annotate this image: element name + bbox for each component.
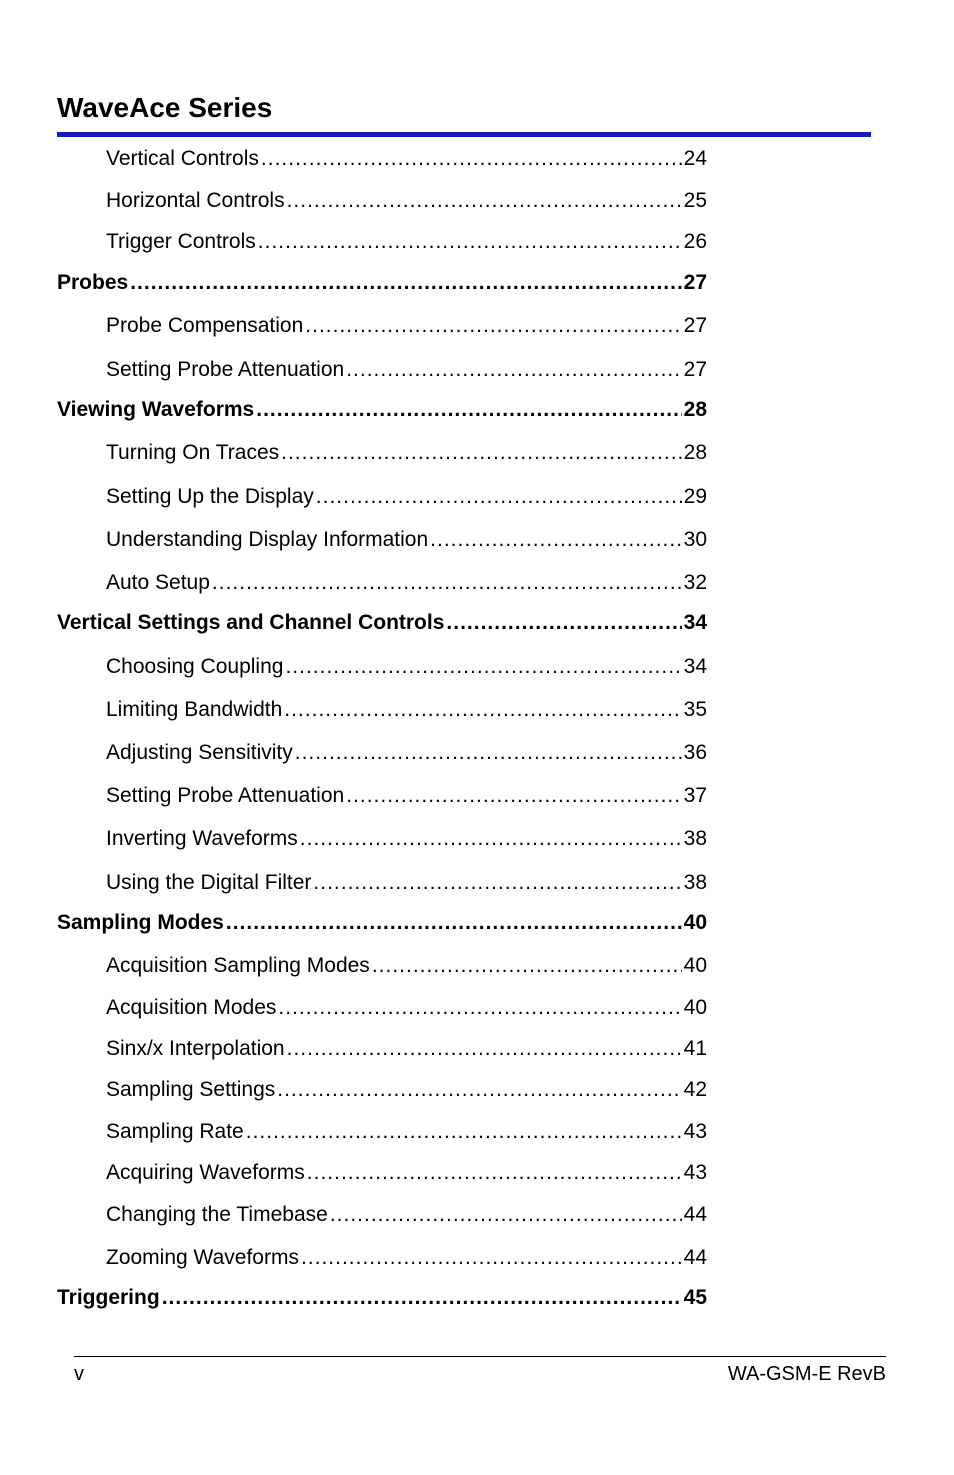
toc-entry-page-number: 44 [683,1203,707,1226]
toc-section-entry[interactable] [106,1116,707,1148]
toc-entry-label: Limiting Bandwidth [106,698,283,721]
toc-entry-page-number: 36 [683,741,707,764]
toc-dot-leader [246,1116,682,1148]
toc-dot-leader [284,694,681,726]
toc-dot-leader [313,867,681,899]
toc-entry-label: Changing the Timebase [106,1203,328,1226]
toc-dot-leader [330,1199,682,1231]
toc-dot-leader [307,1157,682,1189]
toc-entry-page-number: 41 [683,1037,707,1060]
toc-entry-page-number: 34 [683,655,707,678]
toc-entry-page-number: 28 [683,398,707,421]
toc-section-entry[interactable] [106,1199,707,1231]
toc-chapter-entry[interactable] [57,394,707,426]
toc-section-entry[interactable] [106,1242,707,1274]
toc-dot-leader [346,780,681,812]
toc-entry-label: Using the Digital Filter [106,871,312,894]
toc-dot-leader [372,950,682,982]
toc-dot-leader [277,1074,681,1106]
toc-dot-leader [130,267,681,299]
toc-section-entry[interactable] [106,651,707,683]
toc-section-entry[interactable] [106,950,707,982]
toc-section-entry[interactable] [106,1074,707,1106]
toc-dot-leader [301,1242,682,1274]
toc-entry-page-number: 30 [683,528,707,551]
toc-section-entry[interactable] [106,226,707,258]
toc-dot-leader [305,310,681,342]
toc-section-entry[interactable] [106,524,707,556]
toc-entry-page-number: 29 [683,485,707,508]
toc-section-entry[interactable] [106,1033,707,1065]
toc-dot-leader [281,437,682,469]
toc-section-entry[interactable] [106,867,707,899]
toc-dot-leader [258,226,682,258]
toc-entry-label: Auto Setup [106,571,210,594]
toc-entry-label: Inverting Waveforms [106,827,298,850]
toc-dot-leader [346,354,681,386]
toc-dot-leader [256,394,681,426]
toc-entry-page-number: 27 [683,271,707,294]
toc-entry-label: Triggering [57,1286,160,1309]
toc-entry-page-number: 43 [683,1120,707,1143]
toc-dot-leader [295,737,682,769]
toc-entry-label: Acquiring Waveforms [106,1161,305,1184]
toc-dot-leader [285,651,681,683]
toc-entry-label: Probe Compensation [106,314,304,337]
toc-entry-label: Turning On Traces [106,441,280,464]
toc-section-entry[interactable] [106,354,707,386]
toc-entry-label: Zooming Waveforms [106,1246,299,1269]
toc-section-entry[interactable] [106,992,707,1024]
toc-entry-label: Setting Probe Attenuation [106,784,345,807]
toc-dot-leader [278,992,681,1024]
toc-section-entry[interactable] [106,737,707,769]
toc-chapter-entry[interactable] [57,267,707,299]
toc-entry-label: Choosing Coupling [106,655,284,678]
toc-entry-page-number: 44 [683,1246,707,1269]
toc-entry-page-number: 37 [683,784,707,807]
toc-entry-page-number: 43 [683,1161,707,1184]
toc-section-entry[interactable] [106,185,707,217]
toc-entry-label: Vertical Controls [106,147,259,170]
toc-entry-page-number: 34 [683,611,707,634]
toc-dot-leader [287,185,682,217]
toc-entry-label: Setting Probe Attenuation [106,358,345,381]
toc-entry-page-number: 38 [683,871,707,894]
toc-entry-page-number: 40 [683,996,707,1019]
toc-entry-page-number: 45 [683,1286,707,1309]
toc-entry-page-number: 27 [683,314,707,337]
toc-entry-label: Sampling Rate [106,1120,244,1143]
toc-section-entry[interactable] [106,310,707,342]
toc-entry-label: Adjusting Sensitivity [106,741,293,764]
toc-entry-label: Sampling Modes [57,911,224,934]
toc-entry-label: Setting Up the Display [106,485,314,508]
toc-dot-leader [162,1282,682,1314]
toc-section-entry[interactable] [106,567,707,599]
toc-section-entry[interactable] [106,437,707,469]
toc-entry-label: Probes [57,271,129,294]
toc-entry-label: Acquisition Modes [106,996,277,1019]
toc-dot-leader [430,524,681,556]
toc-entry-page-number: 32 [683,571,707,594]
toc-section-entry[interactable] [106,1157,707,1189]
footer-divider [74,1356,886,1357]
toc-dot-leader [446,607,681,639]
toc-entry-label: Sampling Settings [106,1078,276,1101]
toc-chapter-entry[interactable] [57,1282,707,1314]
toc-section-entry[interactable] [106,143,707,175]
toc-entry-label: Horizontal Controls [106,189,285,212]
toc-entry-page-number: 27 [683,358,707,381]
toc-dot-leader [300,823,682,855]
toc-entry-page-number: 42 [683,1078,707,1101]
toc-chapter-entry[interactable] [57,907,707,939]
page-header-title: WaveAce Series [57,92,273,123]
toc-section-entry[interactable] [106,823,707,855]
toc-entry-label: Acquisition Sampling Modes [106,954,370,977]
toc-entry-page-number: 40 [683,911,707,934]
toc-entry-page-number: 40 [683,954,707,977]
toc-section-entry[interactable] [106,694,707,726]
footer-page-number: v [74,1363,84,1385]
toc-section-entry[interactable] [106,780,707,812]
footer-document-id: WA-GSM-E RevB [727,1363,886,1385]
toc-dot-leader [226,907,682,939]
toc-entry-label: Understanding Display Information [106,528,429,551]
toc-entry-label: Sinx/x Interpolation [106,1037,285,1060]
toc-entry-page-number: 28 [683,441,707,464]
toc-dot-leader [287,1033,682,1065]
toc-entry-label: Viewing Waveforms [57,398,255,421]
toc-entry-page-number: 25 [683,189,707,212]
toc-entry-page-number: 38 [683,827,707,850]
toc-chapter-entry[interactable] [57,607,707,639]
toc-entry-page-number: 26 [683,230,707,253]
toc-entry-label: Trigger Controls [106,230,256,253]
toc-section-entry[interactable] [106,481,707,513]
toc-dot-leader [212,567,682,599]
toc-entry-label: Vertical Settings and Channel Controls [57,611,445,634]
toc-entry-page-number: 35 [683,698,707,721]
toc-dot-leader [316,481,682,513]
toc-dot-leader [261,143,682,175]
toc-entry-page-number: 24 [683,147,707,170]
